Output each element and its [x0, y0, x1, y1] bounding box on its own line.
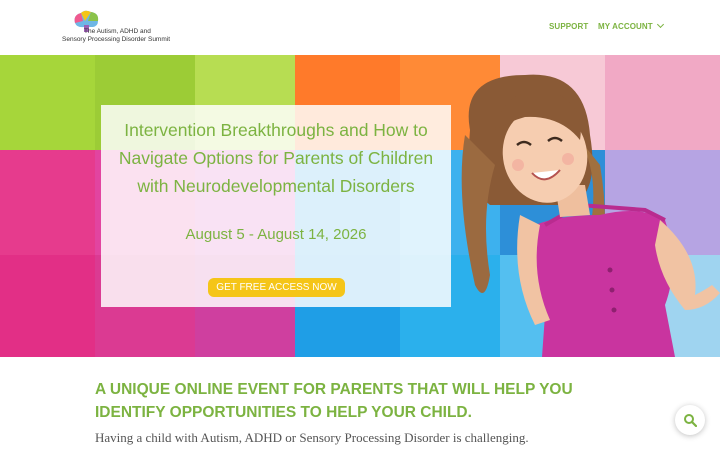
chevron-down-icon — [657, 21, 664, 28]
logo-text-line2: Sensory Processing Disorder Summit — [62, 36, 171, 43]
nav-my-account-link[interactable] — [598, 22, 663, 31]
section-heading: A UNIQUE ONLINE EVENT FOR PARENTS THAT WILL HELP YOU IDENTIFY OPPORTUNITIES TO HELP YOUR CHILD. — [95, 381, 573, 421]
nav-support-link[interactable]: SUPPORT — [549, 22, 589, 31]
hero-title: Intervention Breakthroughs and How to Navigate Options for Parents of Children with Neurodevelopmental Disorders — [118, 120, 434, 196]
search-icon — [683, 413, 697, 427]
summit-logo[interactable] — [60, 9, 190, 47]
logo-text-line1: The Autism, ADHD and — [84, 28, 151, 35]
search-button[interactable] — [675, 405, 705, 435]
section-paragraph: Having a child with Autism, ADHD or Sensory Processing Disorder is challenging. — [95, 430, 529, 445]
nav-my-account-label: MY ACCOUNT — [598, 22, 653, 31]
hero-card — [101, 105, 451, 307]
hero-banner — [0, 55, 720, 357]
get-free-access-button[interactable]: GET FREE ACCESS NOW — [208, 278, 345, 297]
girl-photo — [450, 55, 720, 357]
event-date: August 5 - August 14, 2026 — [185, 226, 367, 243]
site-header — [0, 0, 720, 55]
